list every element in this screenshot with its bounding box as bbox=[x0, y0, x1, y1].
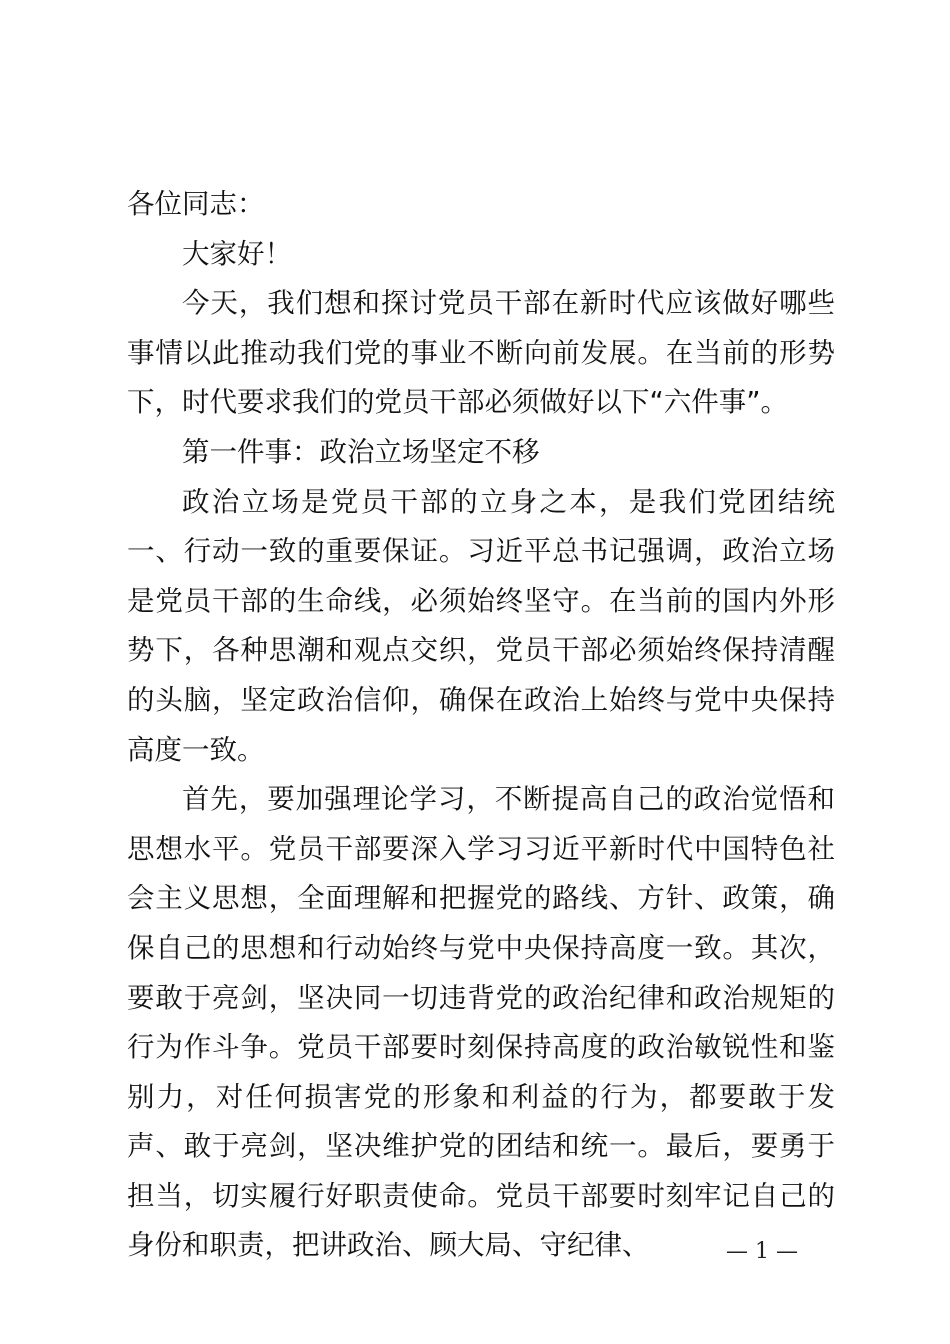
body-paragraph-2: 首先，要加强理论学习，不断提高自己的政治觉悟和思想水平。党员干部要深入学习习近平新时代中国特色社会主义思想，全面理解和把握党的路线、方针、政策，确保自己的思想和行动始终与党中央保持高度一致。其次，要敢于亮剑，坚决同一切违背党的政治纪律和政治规矩的行为作斗争。党员干部要时刻保持高度的政治敏锐性和鉴别力，对任何损害党的形象和利益的行为，都要敢于发声、敢于亮剑，坚决维护党的团结和统一。最后，要勇于担当，切实履行好职责使命。党员干部要时刻牢记自己的身份和职责，把讲政治、顾大局、守纪律、 bbox=[127, 783, 835, 1262]
page-number: — 1 — bbox=[726, 1239, 798, 1264]
document-body bbox=[127, 180, 835, 1271]
intro-paragraph: 今天，我们想和探讨党员干部在新时代应该做好哪些事情以此推动我们党的事业不断向前发展。在当前的形势下，时代要求我们的党员干部必须做好以下“六件事”。 bbox=[127, 287, 835, 419]
body-paragraph-1: 政治立场是党员干部的立身之本，是我们党团结统一、行动一致的重要保证。习近平总书记强调，政治立场是党员干部的生命线，必须始终坚守。在当前的国内外形势下，各种思潮和观点交织，党员干部必须始终保持清醒的头脑，坚定政治信仰，确保在政治上始终与党中央保持高度一致。 bbox=[127, 485, 835, 766]
greeting: 大家好！ bbox=[182, 237, 292, 270]
section-heading: 第一件事：政治立场坚定不移 bbox=[182, 435, 540, 468]
salutation: 各位同志： bbox=[127, 188, 265, 220]
